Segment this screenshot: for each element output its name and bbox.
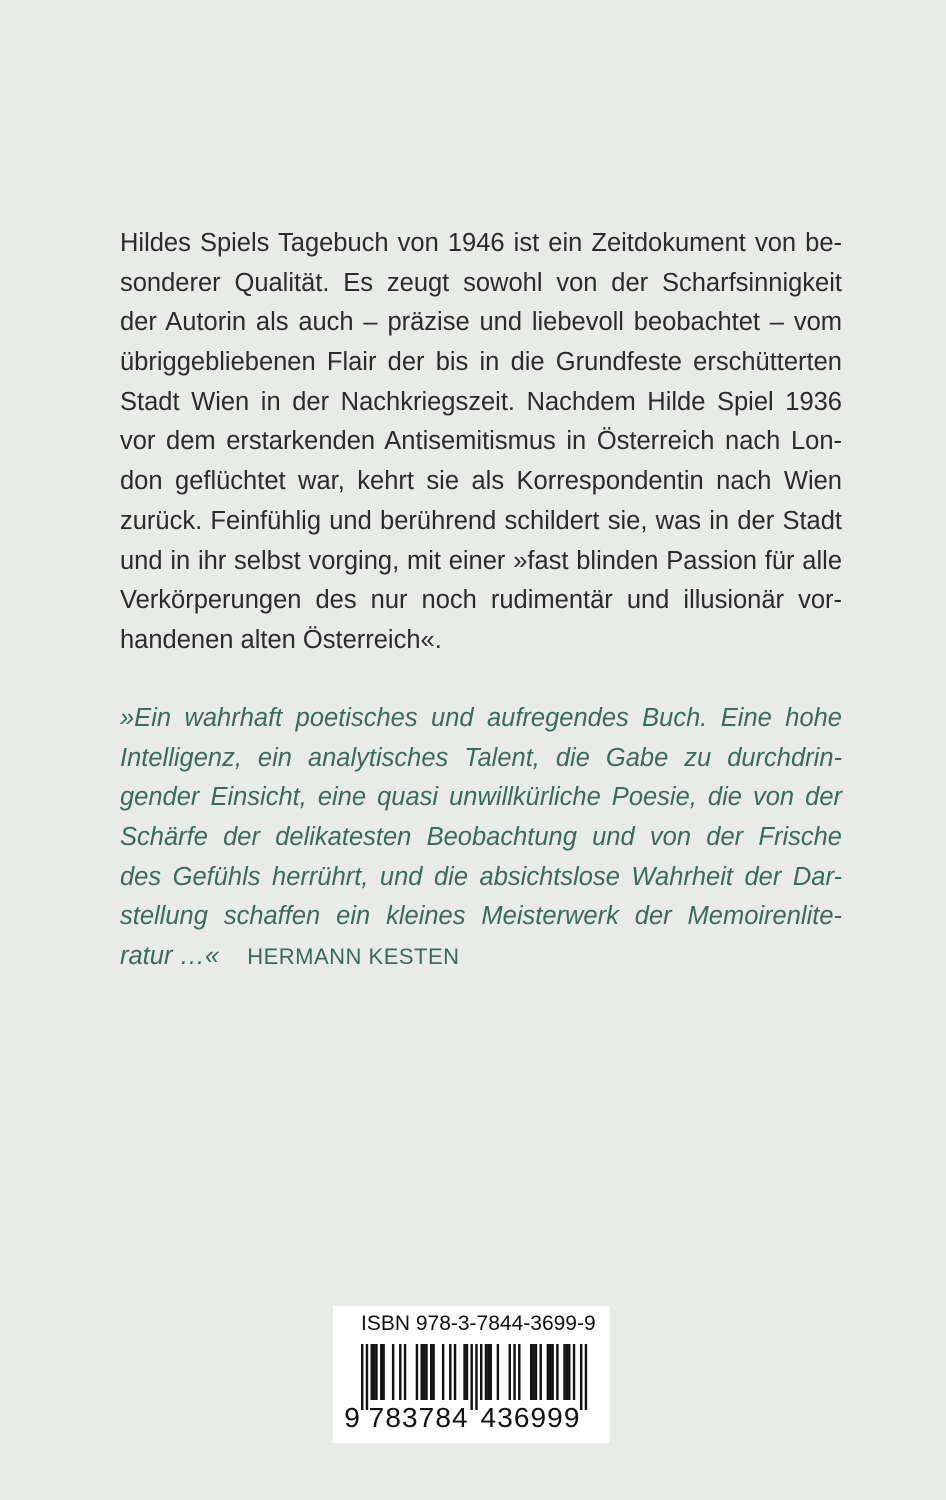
barcode-bar (442, 1344, 444, 1400)
barcode-bar (425, 1344, 427, 1400)
barcode-digit: 9 (563, 1402, 580, 1433)
blurb-line: sonderer Qualität. Es zeugt sowohl von der Scharfsinnigkeit (120, 268, 842, 297)
barcode-bar (432, 1344, 434, 1400)
blurb-line: zurück. Feinfühlig und berührend schildert sie, was in der Stadt (120, 506, 842, 535)
barcode-bar (563, 1344, 565, 1400)
isbn-barcode (333, 1306, 610, 1443)
barcode-bar (361, 1344, 363, 1410)
barcode-bar (380, 1344, 382, 1400)
blurb-line: Stadt Wien in der Nachkriegszeit. Nachdem Hilde Spiel 1936 (120, 387, 842, 416)
barcode-bar (566, 1344, 568, 1400)
barcode-digit: 7 (368, 1402, 385, 1433)
barcode-bar (568, 1344, 570, 1400)
barcode-bar (375, 1344, 377, 1400)
barcode-bar (585, 1344, 587, 1410)
barcode-digit: 9 (530, 1402, 547, 1433)
barcode-bar (449, 1344, 451, 1400)
quote-line-end: ratur …« (120, 942, 220, 971)
barcode-bar (404, 1344, 406, 1400)
review-quote (120, 699, 842, 977)
barcode-bar (423, 1344, 425, 1400)
blurb-line: Hildes Spiels Tagebuch von 1946 ist ein Zeitdokument von be- (120, 229, 842, 257)
barcode-digit: 3 (402, 1402, 418, 1433)
blurb-line: übriggebliebenen Flair der bis in die Grundfeste erschütterten (120, 348, 842, 377)
barcode-bar (509, 1344, 511, 1400)
quote-line: des Gefühls herrührt, und die absichtslose Wahrheit der Dar- (120, 862, 842, 891)
barcode-bar (416, 1344, 418, 1400)
quote-line: gender Einsicht, eine quasi unwillkürliche Poesie, die von der (120, 783, 842, 812)
barcode-bar (373, 1344, 375, 1400)
blurb-line: vor dem erstarkenden Antisemitismus in Österreich nach Lon- (120, 427, 842, 456)
blurb-text (120, 224, 842, 661)
barcode-bar (549, 1344, 551, 1400)
barcode-bar (513, 1344, 515, 1400)
barcode-bar (497, 1344, 499, 1400)
barcode-digit: 9 (344, 1402, 360, 1433)
barcode-bar (573, 1344, 575, 1400)
barcode-digit: 6 (513, 1402, 530, 1433)
barcode-bar (430, 1344, 432, 1400)
barcode-bar (466, 1344, 468, 1400)
barcode-bar (382, 1344, 384, 1400)
barcode-bar (551, 1344, 553, 1400)
barcode-bars (361, 1344, 587, 1410)
blurb-line: handenen alten Österreich«. (120, 625, 442, 654)
barcode-digit: 8 (385, 1402, 401, 1433)
barcode-digit: 3 (497, 1402, 513, 1433)
barcode-bar (535, 1344, 537, 1400)
blurb-line: don geflüchtet war, kehrt sie als Korrespondentin nach Wien (120, 467, 842, 496)
quote-line: stellung schaffen ein kleines Meisterwerk der Memoirenlite- (120, 902, 842, 931)
barcode-bar (530, 1344, 532, 1400)
barcode-digit: 9 (547, 1402, 563, 1433)
barcode-digits (344, 1402, 579, 1433)
barcode-bar (580, 1344, 582, 1410)
quote-last-line (120, 937, 842, 977)
barcode-digit: 4 (451, 1402, 468, 1433)
barcode-bar (463, 1344, 465, 1400)
barcode-bar (540, 1344, 542, 1400)
barcode-bar (371, 1344, 373, 1400)
barcode-bar (470, 1344, 472, 1410)
barcode-bar (421, 1344, 423, 1400)
barcode-bar (366, 1344, 368, 1410)
barcode-bar (490, 1344, 492, 1400)
blurb-line: und in ihr selbst vorging, mit einer »fast blinden Passion für alle (120, 546, 842, 575)
barcode-digit: 8 (435, 1402, 451, 1433)
barcode-bar (487, 1344, 489, 1400)
barcode-bar (454, 1344, 456, 1400)
quote-line: Schärfe der delikatesten Beobachtung und von der Frische (120, 823, 842, 852)
barcode-bar (480, 1344, 482, 1400)
quote-attribution: HERMANN KESTEN (247, 944, 460, 970)
barcode-digit: 4 (480, 1402, 497, 1433)
barcode-bar (532, 1344, 534, 1400)
barcode-bar (399, 1344, 401, 1400)
quote-line: »Ein wahrhaft poetisches und aufregendes Buch. Eine hohe (120, 704, 842, 732)
barcode-bar (518, 1344, 520, 1400)
barcode-bar (547, 1344, 549, 1400)
blurb-line: der Autorin als auch – präzise und liebevoll beobachtet – vom (120, 308, 842, 337)
barcode-graphic (333, 1306, 610, 1443)
barcode-bar (485, 1344, 487, 1400)
barcode-bar (556, 1344, 558, 1400)
quote-line: Intelligenz, ein analytisches Talent, die Gabe zu durchdrin- (120, 743, 842, 772)
barcode-bar (392, 1344, 394, 1400)
barcode-bar (475, 1344, 477, 1410)
isbn-label: ISBN 978-3-7844-3699-9 (361, 1312, 596, 1335)
blurb-line: Verkörperungen des nur noch rudimentär und illusionär vor- (120, 586, 842, 615)
barcode-digit: 7 (418, 1402, 435, 1433)
